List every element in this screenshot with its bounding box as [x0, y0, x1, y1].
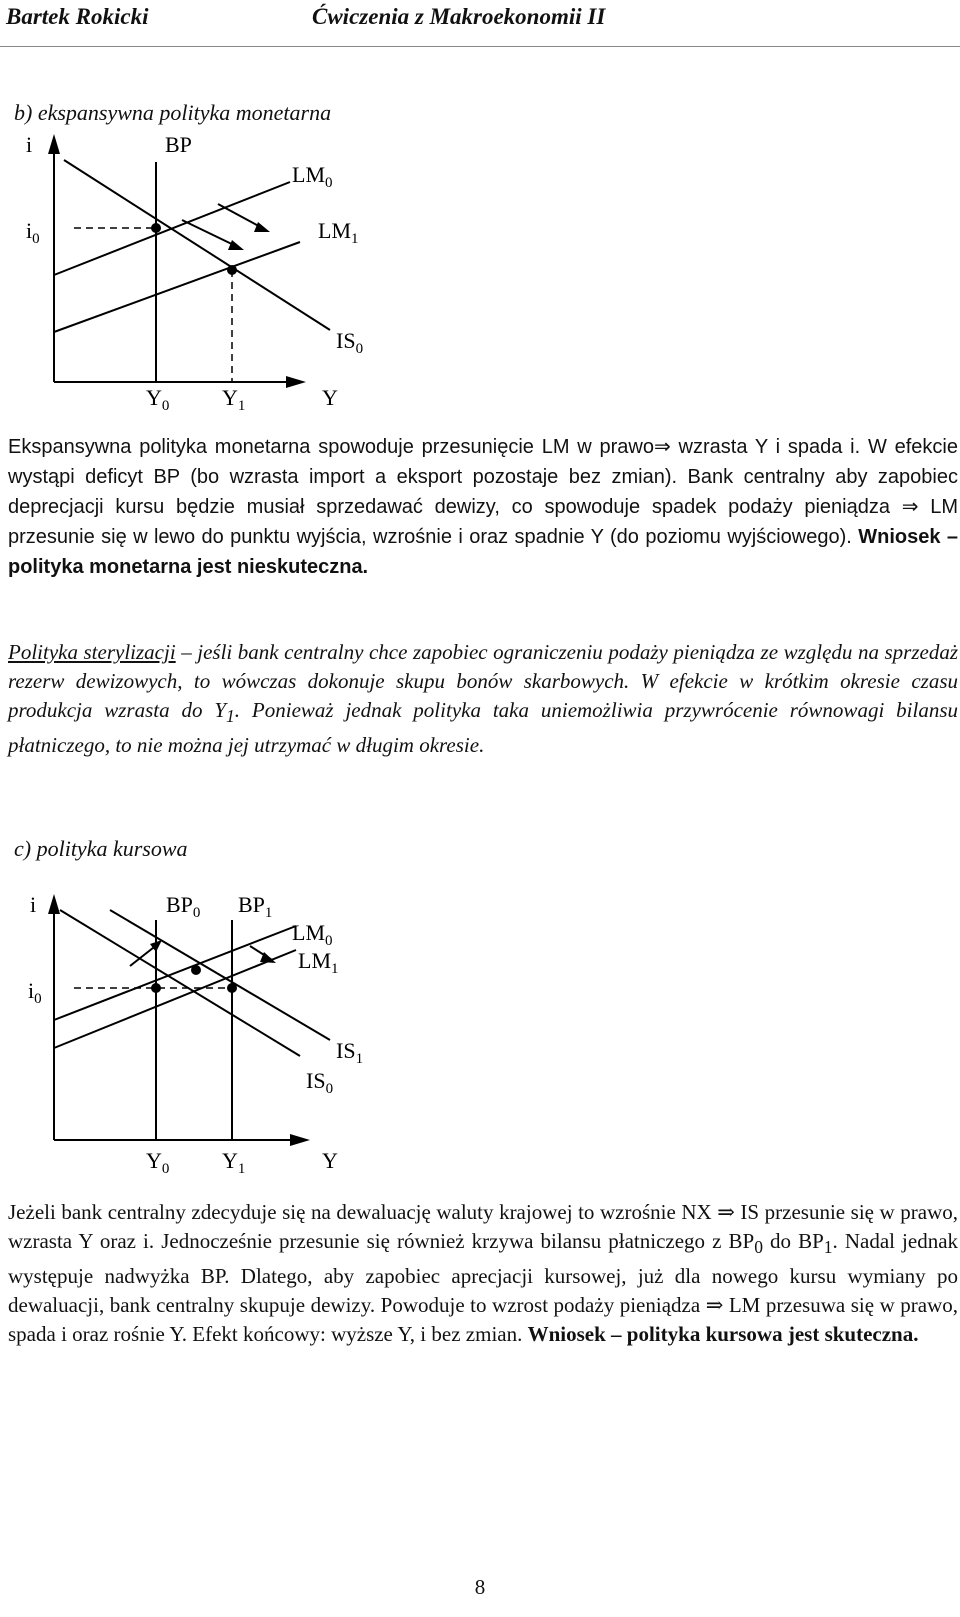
label-is0: $IS_0$	[306, 1068, 334, 1097]
diagram-c	[0, 870, 960, 1190]
paragraph-2	[8, 638, 958, 760]
para3-sub0: 0	[754, 1237, 763, 1258]
label-lm0: $LM_0$	[292, 162, 333, 191]
is0-line	[60, 910, 300, 1056]
label-bp0: $BP_0$	[166, 892, 201, 921]
implies-icon: ⇒	[653, 436, 671, 458]
label-lm0: $LM_0$	[292, 920, 333, 949]
label-is0: $IS_0$	[336, 328, 364, 357]
label-y0: $Y_0$	[146, 385, 170, 414]
label-y1: $Y_1$	[222, 1148, 246, 1177]
x-axis-arrow-icon	[290, 1134, 310, 1146]
label-i: i	[30, 892, 37, 917]
label-i0: $i_0$	[28, 978, 42, 1007]
para2-sub: 1	[226, 706, 235, 727]
equilibrium-point-2	[227, 983, 237, 993]
label-y0: $Y_0$	[146, 1148, 170, 1177]
paragraph-1	[8, 432, 958, 582]
label-i0: $i_0$	[26, 218, 40, 247]
shift-arrow-1-head-icon	[228, 240, 244, 250]
label-y: Y	[322, 1148, 338, 1173]
para2-text1: – jeśli bank centralny chce zapobiec ograniczeniu podaży pieniądza ze względu na sprzedaż rezerw dewizowych, to wówczas dokonuje skupu bonów skarbowych. W efekcie w krótkim okresie czasu produkcja wzrasta do Y	[8, 640, 959, 722]
equilibrium-point-1	[227, 265, 237, 275]
label-y1: $Y_1$	[222, 385, 246, 414]
section-c-title: c) polityka kursowa	[14, 836, 188, 861]
implies-icon: ⇒	[717, 1200, 735, 1224]
label-bp1: $BP_1$	[238, 892, 273, 921]
page-number: 8	[474, 1575, 486, 1599]
para3-sub1: 1	[823, 1237, 833, 1258]
header-author: Bartek Rokicki	[6, 4, 149, 29]
para3-part2: IS przesunie się w prawo, wzrasta Y oraz i. Jednocześnie przesunie się również krzywa bilansu płatniczego z BP	[8, 1200, 959, 1253]
equilibrium-point-0	[151, 983, 161, 993]
conclusion-c: Wniosek – polityka kursowa jest skuteczna.	[527, 1322, 919, 1347]
implies-icon: ⇒	[705, 1293, 724, 1318]
header-title: Ćwiczenia z Makroekonomii II	[312, 4, 606, 29]
section-b-title: b) ekspansywna polityka monetarna	[14, 100, 332, 125]
lm0-line	[54, 926, 296, 1020]
paragraph-3	[8, 1198, 958, 1349]
equilibrium-point-0	[151, 223, 161, 233]
equilibrium-point-1	[191, 965, 201, 975]
para1-part1: Ekspansywna polityka monetarna spowoduje przesunięcie LM w prawo	[8, 436, 654, 458]
para1-part2: wzrasta Y i spada	[670, 436, 851, 458]
sterilization-term: Polityka sterylizacji	[8, 640, 176, 664]
para3-part4: . Nadal jednak występuje nadwyżka BP. Dlatego, aby zapobiec aprecjacji kursowej, już dla nowego kursu wymiany po dewaluacji, bank centralny skupuje dewizy. Powoduje to wzrost podaży pieniądza	[8, 1229, 959, 1318]
header-rule	[0, 46, 960, 47]
implies-icon: ⇒	[901, 496, 919, 518]
y-axis-arrow-icon	[48, 894, 60, 914]
label-is1: $IS_1$	[336, 1038, 364, 1067]
para2-text2: . Ponieważ jednak polityka taka uniemożliwia przywrócenie równowagi bilansu płatniczego, to nie można jej utrzymać w długim okresie.	[8, 698, 958, 758]
label-bp: BP	[165, 132, 192, 157]
label-i: i	[26, 132, 33, 157]
y-axis-arrow-icon	[48, 134, 60, 154]
para3-part3: do BP	[762, 1229, 824, 1253]
para3-part1: Jeżeli bank centralny zdecyduje się na dewaluację waluty krajowej to wzrośnie NX	[8, 1200, 718, 1224]
label-lm1: $LM_1$	[298, 948, 339, 977]
para1-part4: LM przesunie się w lewo do punktu wyjścia, wzrośnie i oraz spadnie Y (do poziomu wyjściowego).	[8, 496, 958, 548]
x-axis-arrow-icon	[286, 376, 306, 388]
label-lm1: $LM_1$	[318, 218, 359, 247]
conclusion-b: Wniosek – polityka monetarna jest nieskuteczna.	[8, 526, 958, 578]
para3-part5: LM przesuwa się w prawo, spada i oraz rośnie Y. Efekt końcowy: wyższe Y, i bez zmian.	[8, 1293, 958, 1347]
label-y: Y	[322, 385, 338, 410]
para1-part3: i. W efekcie wystąpi deficyt BP (bo wzrasta import a eksport pozostaje bez zmian). Bank centralny aby zapobiec deprecjacji kursu będzie musiał sprzedawać dewizy, co spowoduje spadek podaży pieniądza	[8, 436, 958, 518]
shift-arrow-2-head-icon	[254, 222, 270, 232]
